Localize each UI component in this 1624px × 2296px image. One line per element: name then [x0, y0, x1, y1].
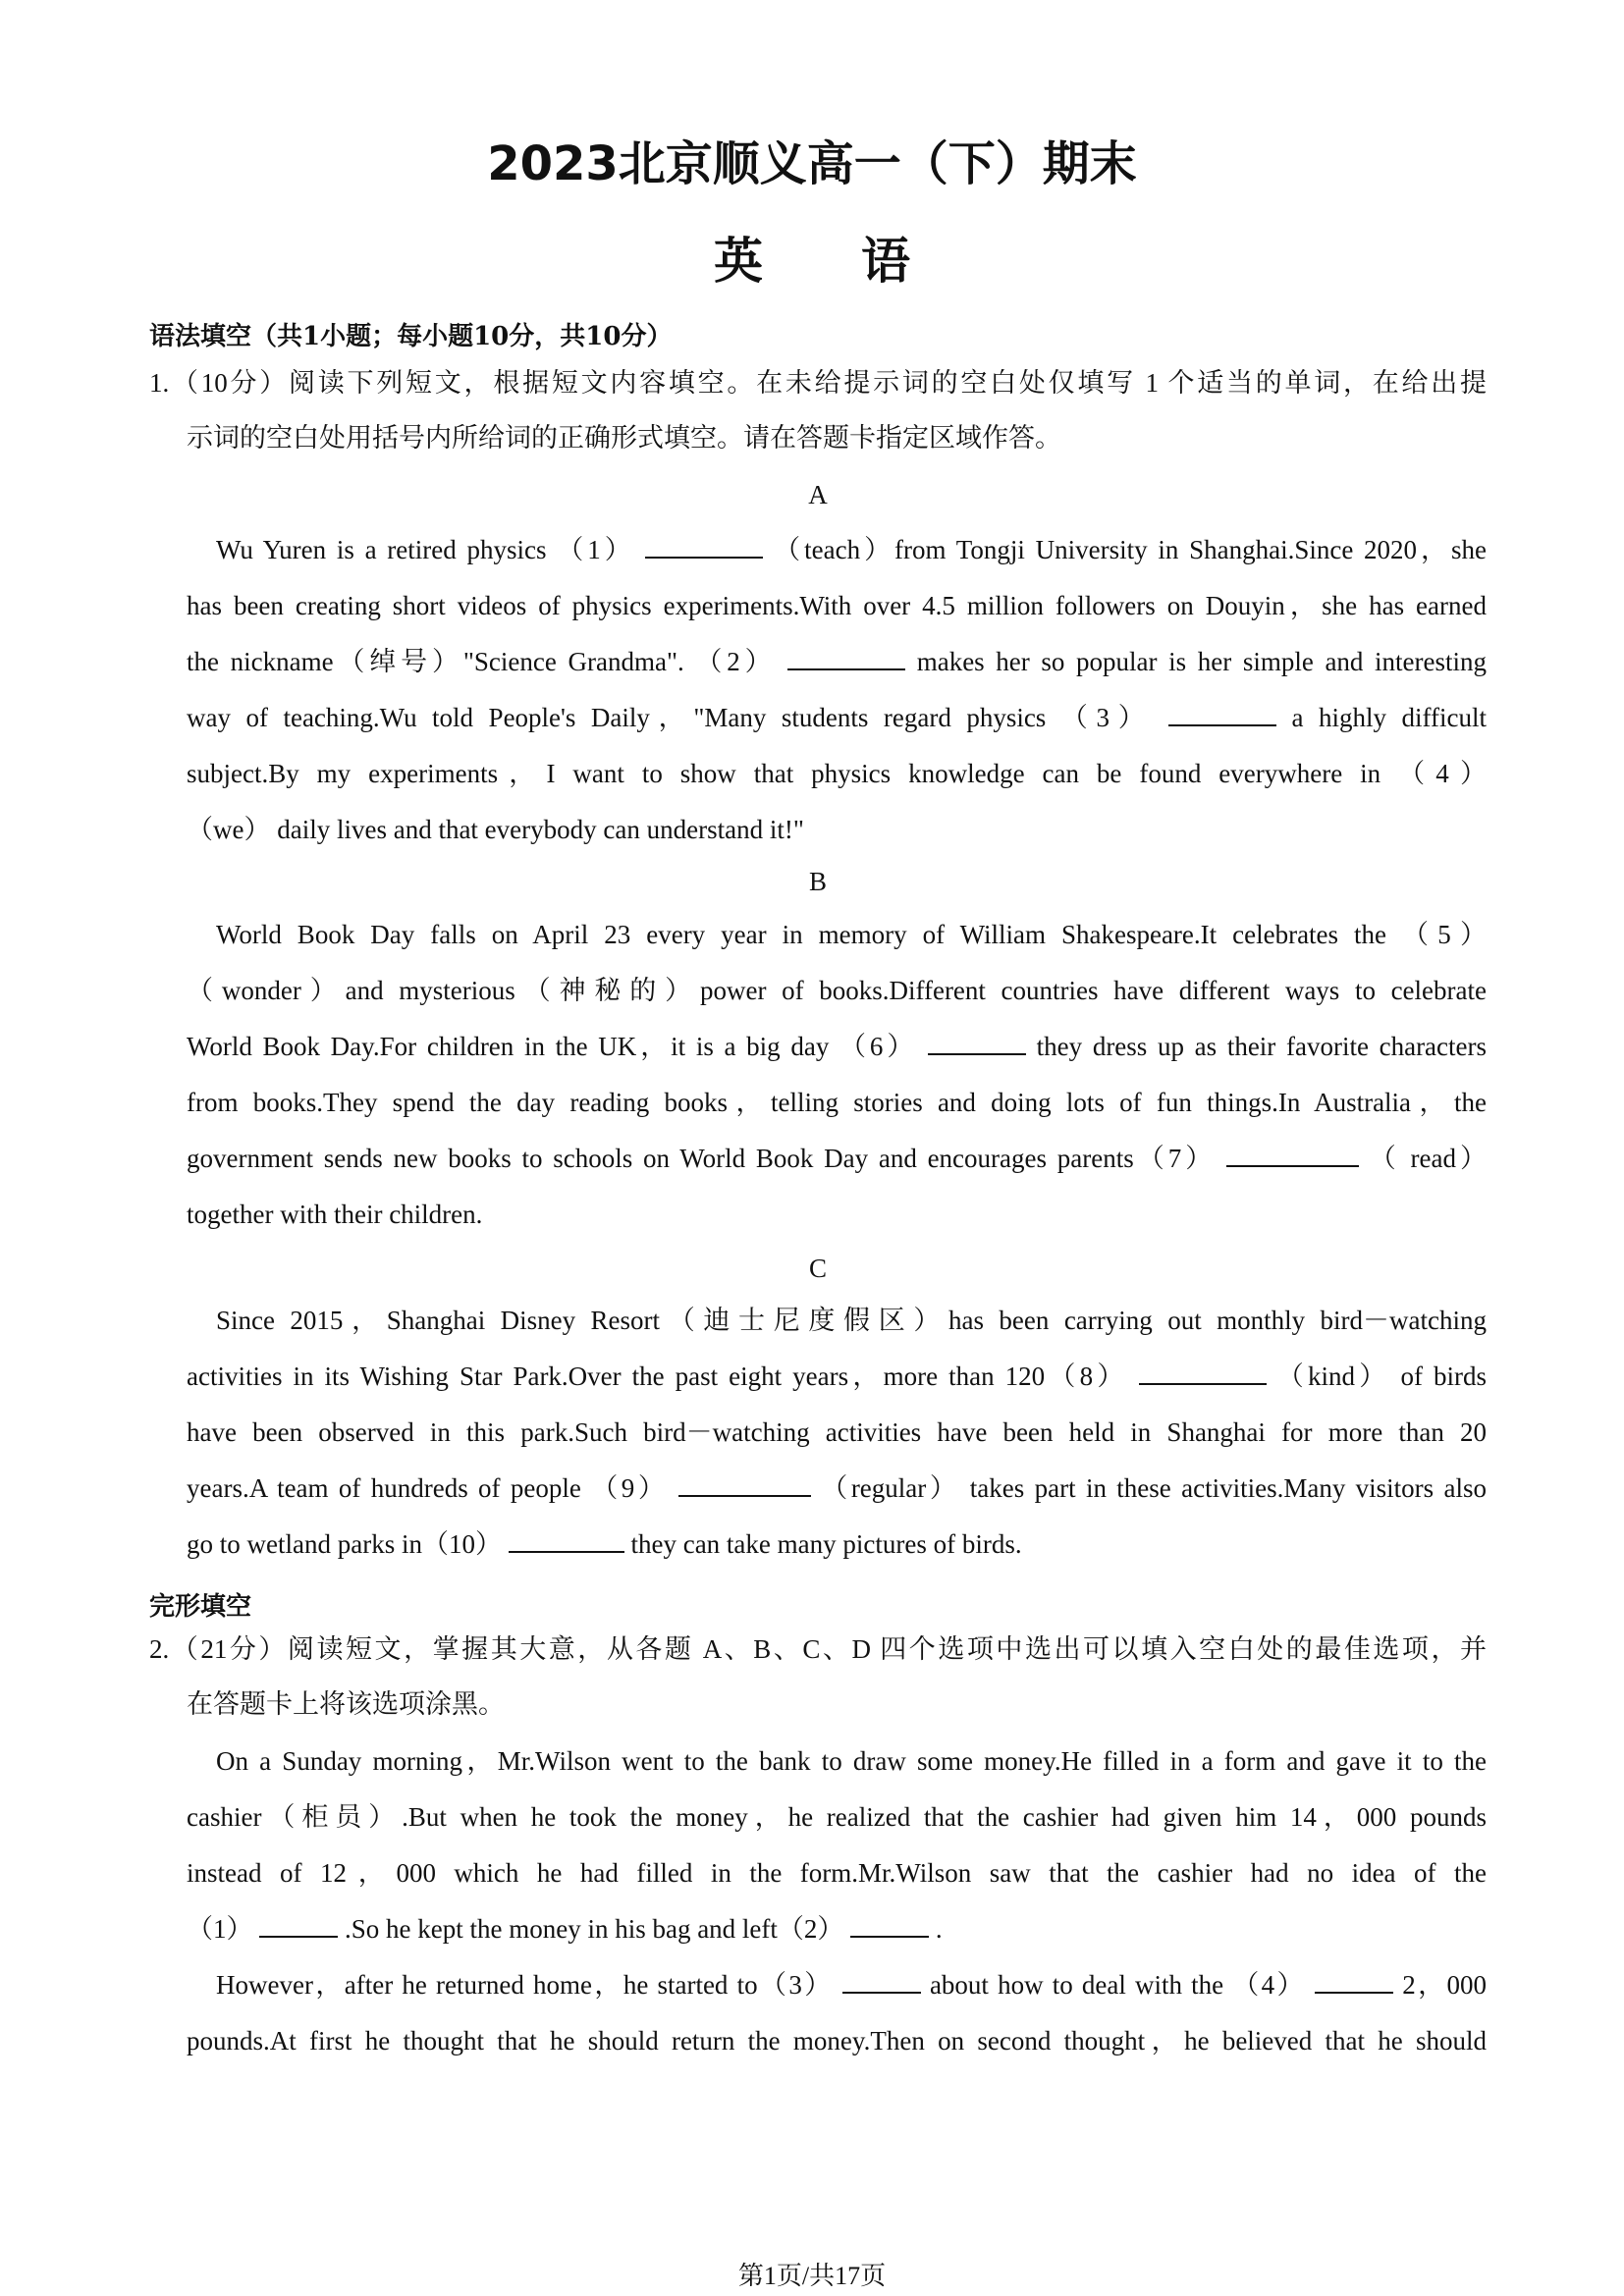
passage-a-line: the nickname（绰号）"Science Grandma". （2） makes her so popular is her simple and interesting — [187, 642, 1487, 698]
answer-blank-c3 — [842, 1966, 921, 1994]
passage-label-c: C — [808, 1254, 827, 1283]
answer-blank-c1 — [259, 1910, 338, 1938]
passage-b-line: （wonder）and mysterious（神秘的）power of books.Different countries have different ways to celebrate — [187, 976, 1487, 1005]
passage-c-line: activities in its Wishing Star Park.Over the past eight years，more than 120（8） （kind） of birds — [187, 1357, 1487, 1413]
passage-b-line: World Book Day falls on April 23 every year in memory of William Shakespeare.It celebrates the （5） — [216, 920, 1487, 949]
passage-b-line: World Book Day.For children in the UK，it is a big day （6） they dress up as their favorite characters — [187, 1027, 1487, 1083]
answer-blank-2 — [787, 643, 905, 670]
passage-a-line: subject.By my experiments，I want to show that physics knowledge can be found everywhere in （4） — [187, 759, 1487, 788]
answer-blank-1 — [645, 531, 763, 559]
page-title: 2023北京顺义高一（下）期末 — [487, 136, 1137, 191]
question-2-text: 2.（21分）阅读短文，掌握其大意，从各题 A、B、C、D 四个选项中选出可以填入空白处的最佳选项，并 — [149, 1634, 1487, 1664]
answer-blank-9 — [678, 1469, 811, 1497]
question-1-text: 示词的空白处用括号内所给词的正确形式填空。请在答题卡指定区域作答。 — [187, 423, 1061, 453]
passage-c-line: have been observed in this park.Such bird－watching activities have been held in Shanghai for more than 20 — [187, 1417, 1487, 1447]
cloze-passage-line: cashier（柜员）.But when he took the money，he realized that the cashier had given him 14，000 pounds — [187, 1802, 1487, 1832]
cloze-passage-line: pounds.At first he thought that he should return the money.Then on second thought，he believed that he should — [187, 2026, 1487, 2056]
page-number: 第1页/共17页 — [737, 2262, 887, 2290]
passage-label-a: A — [808, 480, 828, 509]
passage-c-line: go to wetland parks in（10） they can take many pictures of birds. — [187, 1524, 1487, 1580]
question-2-text: 在答题卡上将该选项涂黑。 — [187, 1689, 505, 1719]
answer-blank-8 — [1139, 1358, 1267, 1385]
passage-a-line: （we） daily lives and that everybody can understand it!" — [187, 815, 804, 844]
passage-b-line: together with their children. — [187, 1200, 483, 1229]
passage-c-line: years.A team of hundreds of people （9） （regular） takes part in these activities.Many visitors also — [187, 1468, 1487, 1524]
passage-b-line: from books.They spend the day reading books，telling stories and doing lots of fun things.In Australia，the — [187, 1088, 1487, 1117]
answer-blank-c2 — [850, 1910, 929, 1938]
answer-blank-c4 — [1315, 1966, 1393, 1994]
question-1-text: 1.（10分）阅读下列短文，根据短文内容填空。在未给提示词的空白处仅填写 1 个适当的单词，在给出提 — [149, 368, 1487, 398]
section-heading-cloze: 完形填空 — [149, 1592, 252, 1622]
cloze-passage-line: （1） .So he kept the money in his bag and left（2） . — [187, 1909, 1487, 1965]
answer-blank-7 — [1226, 1140, 1359, 1167]
passage-a-line: Wu Yuren is a retired physics （1） （teach）from Tongji University in Shanghai.Since 2020，she — [216, 530, 1487, 586]
passage-b-line: government sends new books to schools on World Book Day and encourages parents（7） （ read） — [187, 1139, 1487, 1195]
passage-label-b: B — [808, 867, 827, 896]
answer-blank-10 — [509, 1525, 624, 1553]
answer-blank-6 — [928, 1028, 1026, 1055]
passage-c-line: Since 2015，Shanghai Disney Resort（迪士尼度假区）has been carrying out monthly bird－watching — [216, 1306, 1487, 1335]
section-heading-grammar: 语法填空（共1小题；每小题10分，共10分） — [149, 322, 673, 351]
passage-a-line: way of teaching.Wu told People's Daily，"Many students regard physics （3） a highly difficult — [187, 698, 1487, 754]
subject-title: 英语 — [714, 233, 1008, 290]
passage-a-line: has been creating short videos of physics experiments.With over 4.5 million followers on Douyin，she has earned — [187, 591, 1487, 620]
cloze-passage-line: On a Sunday morning，Mr.Wilson went to the bank to draw some money.He filled in a form and gave it to the — [216, 1746, 1487, 1776]
cloze-passage-line: instead of 12，000 which he had filled in the form.Mr.Wilson saw that the cashier had no idea of the — [187, 1858, 1487, 1888]
answer-blank-3 — [1168, 699, 1276, 726]
cloze-passage-line: However，after he returned home，he started to（3） about how to deal with the （4） 2，000 — [216, 1965, 1487, 2021]
